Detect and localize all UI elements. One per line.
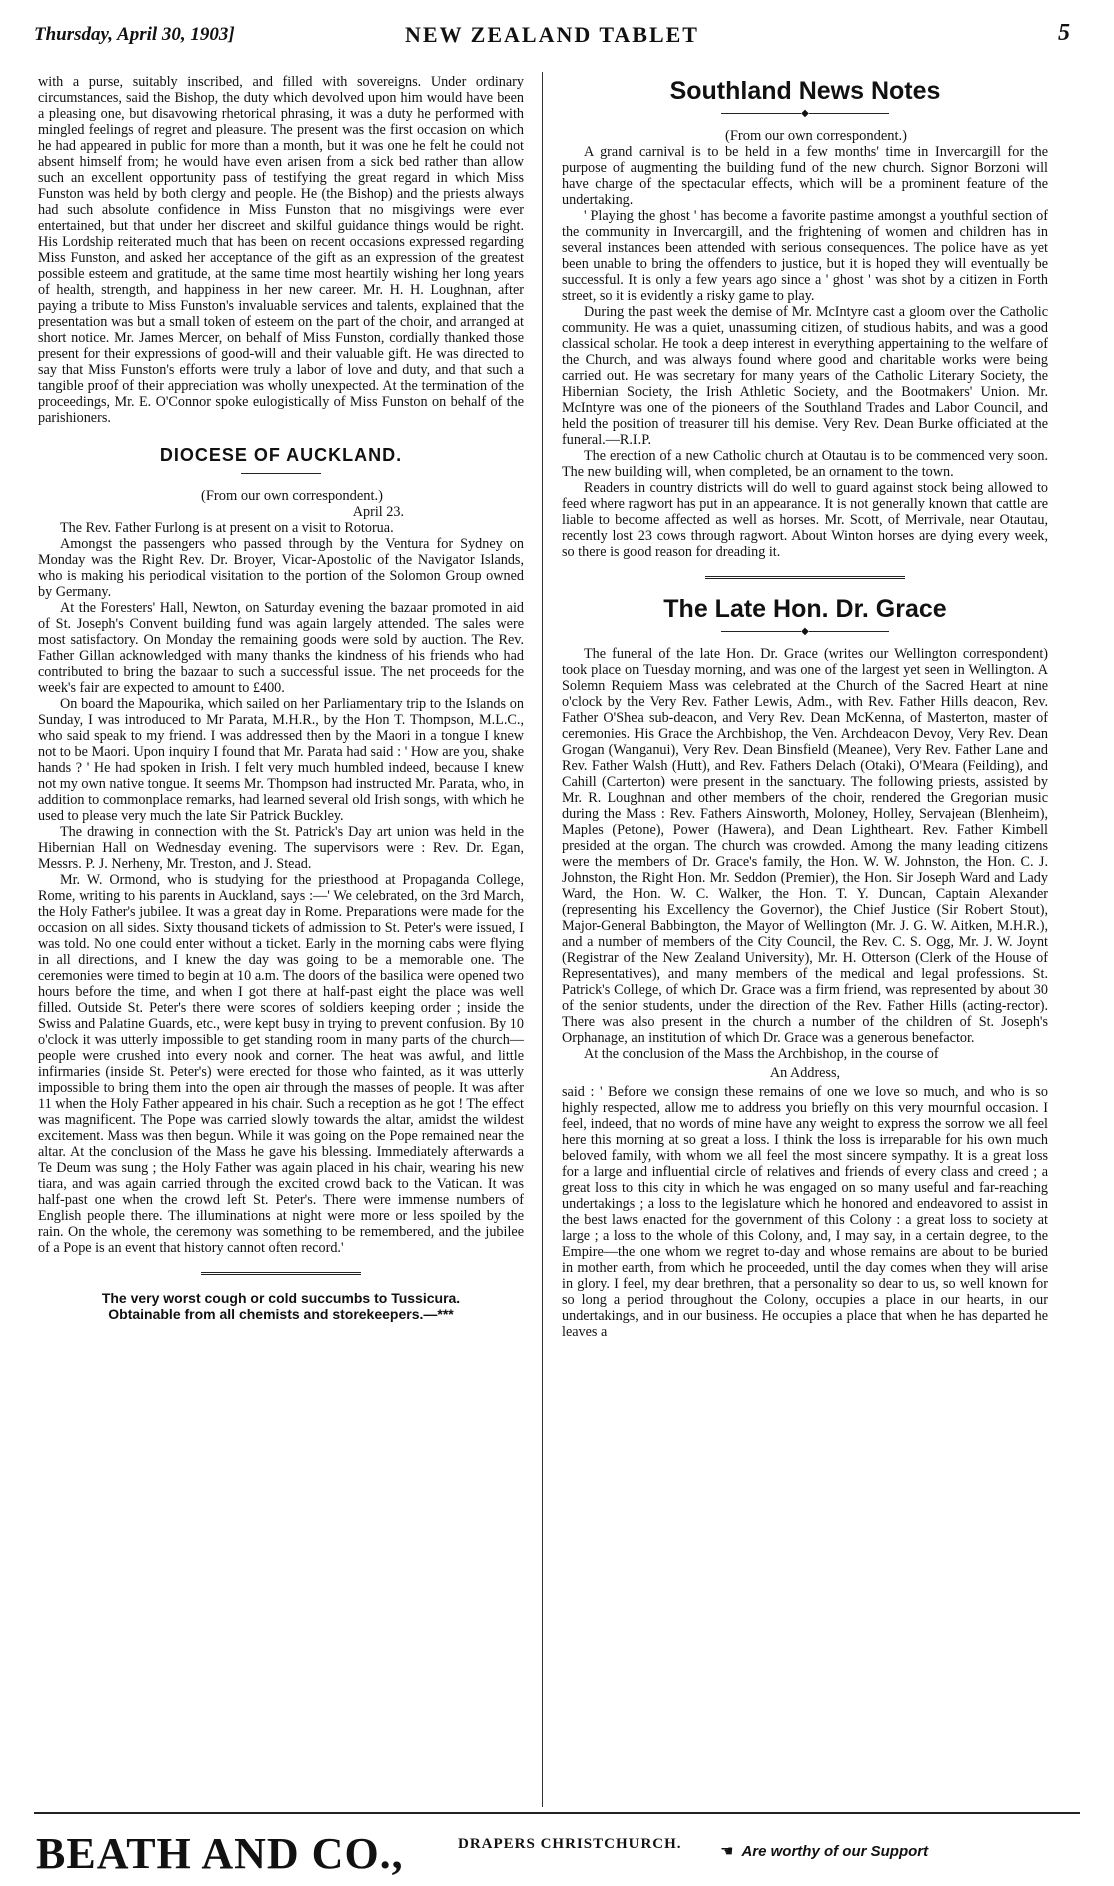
pointing-hand-icon: ☚ — [720, 1843, 734, 1860]
column-divider — [542, 72, 543, 1807]
issue-date: Thursday, April 30, 1903] — [34, 24, 235, 45]
slogan-text: Are worthy of our Support — [741, 1843, 929, 1860]
paragraph: ' Playing the ghost ' has become a favorite pastime amongst a youthful section of the community in Invercargill, and the frightening of women and children has in several instances been attended with serious consequences. The police have as yet been unable to bring the offenders to justice, but it is hoped they will eventually be successful. It is only a few years ago since a ' ghost ' was shot by a citizen in Forth street, so it is evidently a risky game to play. — [562, 208, 1048, 304]
paragraph: At the Foresters' Hall, Newton, on Saturday evening the bazaar promoted in aid of St. Joseph's Convent building fund was again largely attended. The sales were most satisfactory. On Monday the remaining goods were sold by auction. The Rev. Father Gillan acknowledged with many thanks the kindness of his friends who had contributed to bring the bazaar to such a successful issue. The net proceeds for the week's fair are expected to amount to £400. — [38, 600, 524, 696]
paragraph: Amongst the passengers who passed through by the Ventura for Sydney on Monday was the Right Rev. Dr. Broyer, Vicar-Apostolic of the Navigator Islands, who is making his periodical visitation to the portion of the Solomon Group owned by Germany. — [38, 536, 524, 600]
paragraph: The Rev. Father Furlong is at present on a visit to Rotorua. — [60, 520, 394, 536]
paragraph: At the conclusion of the Mass the Archbishop, in the course of — [584, 1046, 939, 1062]
heading-ornament: ◆ — [562, 626, 1048, 638]
heading-ornament — [38, 468, 524, 480]
diocese-auckland-heading: DIOCESE OF AUCKLAND. — [159, 445, 403, 465]
page-number: 5 — [1058, 20, 1070, 46]
tussicura-ad-line: Obtainable from all chemists and storekeepers.—*** — [108, 1306, 454, 1322]
paragraph: said : ' Before we consign these remains of one we love so much, and who is so highly respected, allow me to address you briefly on this very mournful occasion. I feel, indeed, that no words of mine have any weight to express the sorrow we all feel here this morning at so great a loss. I think the loss is irreparable for his own much beloved family, with whom we all feel the most sincere sympathy. It is a great loss for a large and influential circle of relatives and friends of every class and creed ; a great loss to this city in which he was engaged on so many useful and far-reaching undertakings ; a loss to the legislature which he honored and endeavored to assist in the best laws enacted for the government of this Colony : a great loss to society at large ; a loss to the whole of this Colony, and, I may say, in a certain degree, to the Empire—the one whom we regret to-day and whose remains are about to be buried in mother earth, from which he proceeded, until the day comes when they will arise in glory. I feel, my dear brethren, that a personality so dear to us, so well known for so long a period throughout the Colony, occupies a place in our hearts, in our undertakings, and in our business. He occupies a place that when he has departed he leaves a — [562, 1084, 1048, 1340]
left-column — [38, 74, 524, 1322]
footer-rule — [34, 1812, 1080, 1814]
beath-and-co-brand: BEATH AND CO., — [36, 1829, 404, 1878]
tussicura-ad-line: The very worst cough or cold succumbs to Tussicura. — [101, 1290, 461, 1306]
paragraph: The drawing in connection with the St. Patrick's Day art union was held in the Hibernian Hall on Wednesday evening. The supervisors were : Rev. Dr. Egan, Messrs. P. J. Nerheny, Mr. Treston, and J. Stead. — [38, 824, 524, 872]
southland-news-heading: Southland News Notes — [669, 77, 941, 105]
masthead-title: NEW ZEALAND TABLET — [405, 22, 699, 47]
correspondent-line: (From our own correspondent.) — [200, 488, 383, 504]
paragraph: Readers in country districts will do well to guard against stock being allowed to feed where ragwort has put in an appearance. It is not generally known that cattle are liable to become affected as well as horses. Mr. Scott, of Merrivale, near Otautau, recently lost 23 cows through ragwort. About Winton horses are dying every week, so there is good reason for dreading it. — [562, 480, 1048, 560]
section-rule — [201, 1272, 361, 1278]
right-column — [562, 74, 1048, 1340]
dateline: April 23. — [352, 504, 404, 520]
dr-grace-heading: The Late Hon. Dr. Grace — [663, 595, 947, 623]
bishop-presentation-text: with a purse, suitably inscribed, and filled with sovereigns. Under ordinary circumstances, said the Bishop, the duty which devolved upon him would have been a pleasing one, but disavowing rhetorical phrasing, it was a duty he performed with mingled feelings of regret and pleasure. The present was the first occasion on which he had appeared in public for more than a month, but it was one he felt he could not absent himself from; he would have even arisen from a sick bed rather than allow such an excellent opportunity pass of testifying the great regard in which Miss Funston was held by both clergy and people. He (the Bishop) and the priests always had such absolute confidence in Miss Funston that no misgivings were ever entertained, but that under her discreet and skilful guidance things would be right. His Lordship reiterated much that has been on recent occasions expressed regarding Miss Funston, and asked her acceptance of the gift as an expression of the greatest possible esteem and gratitude, at the same time most heartily wishing her long years of health, strength, and happiness in her new career. Mr. H. H. Loughnan, after paying a tribute to Miss Funston's invaluable services and talents, explained that the presentation was but a small token of esteem on the part of the choir, and arranged at short notice. Mr. James Mercer, on behalf of Miss Funston, cordially thanked those present for their expressions of good-will and their valuable gift. He was directed to say that Miss Funston's efforts were truly a labor of love and duty, and that such a tangible proof of their appreciation was wholly unexpected. At the termination of the proceedings, Mr. E. O'Connor spoke eulogistically of Miss Funston on behalf of the parishioners. — [38, 74, 524, 426]
support-slogan — [720, 1842, 928, 1860]
section-rule — [705, 576, 905, 582]
paragraph: A grand carnival is to be held in a few months' time in Invercargill for the purpose of augmenting the building fund of the new church. Signor Borzoni will have charge of the spectacular effects, which will be a prominent feature of the undertaking. — [562, 144, 1048, 208]
paragraph: During the past week the demise of Mr. McIntyre cast a gloom over the Catholic community. He was a quiet, unassuming citizen, of studious habits, and was a good classical scholar. He took a deep interest in everything appertaining to the welfare of the Church, and was always found where good and charitable works were being carried out. He was secretary for many years of the Catholic Literary Society, the Hibernian Society, the Irish Athletic Society, and the Bootmakers' Union. Mr. McIntyre was one of the pioneers of the Southland Trades and Labor Council, and held the position of treasurer till his demise. Very Rev. Dean Burke officiated at the funeral.—R.I.P. — [562, 304, 1048, 448]
paragraph: The funeral of the late Hon. Dr. Grace (writes our Wellington correspondent) took place on Tuesday morning, and was one of the largest yet seen in Wellington. A Solemn Requiem Mass was celebrated at the Church of the Sacred Heart at nine o'clock by the Very Rev. Father Lewis, Adm., with Rev. Father Hills deacon, Rev. Father O'Shea sub-deacon, and Very Rev. Dean McKenna, of Masterton, master of ceremonies. His Grace the Archbishop, the Ven. Archdeacon Devoy, Very Rev. Dean Grogan (Wanganui), Very Rev. Dean Binsfield (Meanee), Very Rev. Father Lane and Rev. Father Walsh (Hutt), and Rev. Fathers Delach (Otaki), O'Meara (Feilding), and Cahill (Carterton) were present in the sanctuary. The following priests, assisted by Mr. R. Loughnan and other members of the choir, rendered the Gregorian music during the Mass : Rev. Fathers Ainsworth, Moloney, Holley, Servajean (Blenheim), Maples (Petone), Power (Hawera), and Dean Lightheart. Rev. Father Kimbell presided at the organ. The church was crowded. Among the many leading citizens were the members of Dr. Grace's family, the Hon. W. W. Johnston, the Hon. C. J. Johnston, the Right Hon. Mr. Seddon (Premier), the Hon. Sir Joseph Ward and Lady Ward, the Hon. W. C. Walker, the Hon. T. Y. Duncan, Captain Alexander (representing his Excellency the Governor), the Chief Justice (Sir Robert Stout), Major-General Babbington, the Mayor of Wellington (Mr. J. G. W. Aitken, M.H.R.), and a number of members of the City Council, the Rev. C. S. Ogg, Mr. J. W. Joynt (Registrar of the New Zealand University), Mr. H. Otterson (Clerk of the House of Representatives), and many members of the medical and legal professions. St. Patrick's College, of which Dr. Grace was a firm friend, was represented by about 30 of the senior students, under the direction of the Rev. Father Hills (acting-rector). There was also present in the church a number of the children of St. Joseph's Orphanage, an institution of which Dr. Grace was a generous benefactor. — [562, 646, 1048, 1046]
drapers-christchurch: DRAPERS CHRISTCHURCH. — [458, 1836, 682, 1852]
page-header — [34, 14, 1070, 54]
paragraph: On board the Mapourika, which sailed on her Parliamentary trip to the Islands on Sunday, I was introduced to Mr Parata, M.H.R., by the Hon T. Thompson, M.L.C., who said speak to my friend. I was addressed then by the Maori in a tongue I knew not to be Maori. Upon inquiry I found that Mr. Parata had said : ' How are you, shake hands ? ' He had spoken in Irish. I felt very much humbled indeed, because I knew not my own native tongue. It seems Mr. Thompson had instructed Mr. Parata, who, in addition to commonplace remarks, had learned several old Irish songs, with which he used to please very much the late Sir Patrick Buckley. — [38, 696, 524, 824]
correspondent-line: (From our own correspondent.) — [724, 128, 907, 144]
footer-advert — [0, 1812, 1114, 1882]
paragraph: The erection of a new Catholic church at Otautau is to be commenced very soon. The new building will, when completed, be an ornament to the town. — [562, 448, 1048, 480]
an-address-subheading: An Address, — [769, 1065, 841, 1081]
paragraph: Mr. W. Ormond, who is studying for the priesthood at Propaganda College, Rome, writing to his parents in Auckland, says :—' We celebrated, on the 3rd March, the Holy Father's jubilee. It was a great day in Rome. Preparations were made for the occasion on all sides. Sixty thousand tickets of admission to St. Peter's were issued, I was told. No one could enter without a ticket. Early in the morning cabs were flying in all directions, and I knew the day was going to be a memorable one. The ceremonies were timed to begin at 10 a.m. The doors of the basilica were opened two hours before the time, and when I got there at half-past eight the place was well filled. Outside St. Peter's there were scores of soldiers keeping order ; inside the Swiss and Palatine Guards, etc., were kept busy in trying to prevent confusion. By 10 o'clock it was utterly impossible to get standing room in many parts of the church—people were crushed into every nook and corner. The heat was awful, and little infirmaries (inside St. Peter's) were erected for those who fainted, as it was utterly impossible to bring them into the open air through the masses of people. It was after 11 when the Holy Father appeared in his chair. Such a reception as he got ! The effect was magnificent. The Pope was carried slowly towards the altar, amidst the wildest excitement. Mass was then begun. While it was going on the Pope remained near the altar. At the conclusion of the Mass he gave his blessing. Immediately afterwards a Te Deum was sung ; the Holy Father was again placed in his chair, wearing his new tiara, and was again carried through the excited crowd back to the Vatican. It was half-past one when the crowd left St. Peter's. There were immense numbers of English people there. The illuminations at night were more or less spoiled by the rain. On the whole, the ceremony was something to be remembered, and the jubilee of a Pope is an event that history cannot often record.' — [38, 872, 524, 1256]
heading-ornament: ◆ — [562, 108, 1048, 120]
